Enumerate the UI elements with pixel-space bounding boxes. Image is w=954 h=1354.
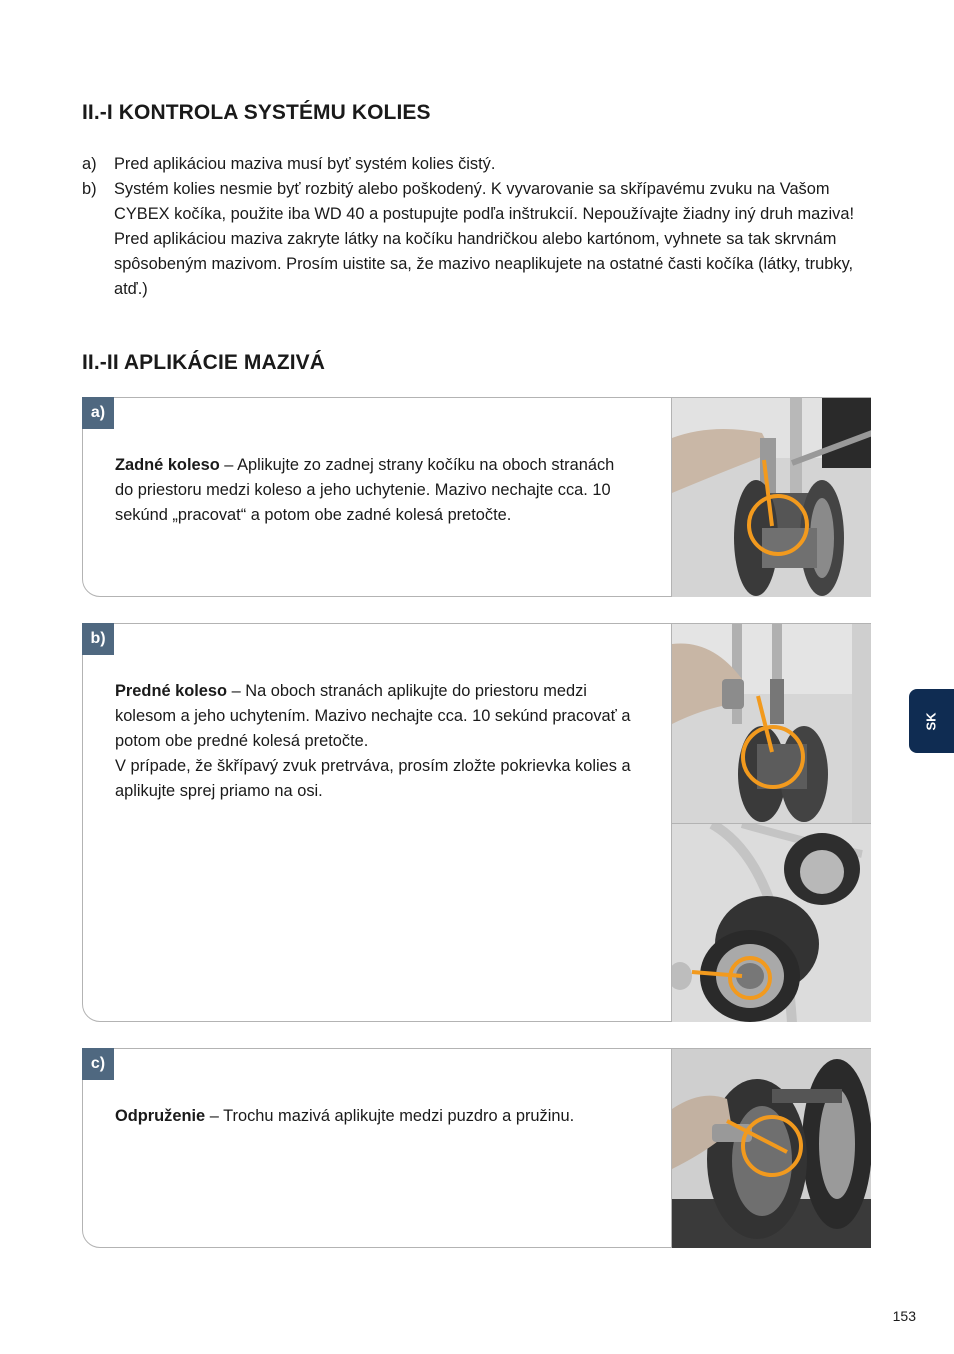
suspension-photo (671, 1049, 871, 1248)
step-text (115, 679, 635, 804)
front-wheel-photo (671, 624, 871, 823)
language-tab (909, 689, 954, 753)
step-note: V prípade, že škřípavý zvuk pretrváva, prosím zložte pokrievka kolies a aplikujte sprej priamo na osi. (115, 757, 631, 800)
list-item-text: Pred aplikáciou maziva musí byť systém kolies čistý. (114, 155, 496, 173)
step-text (115, 1104, 675, 1129)
step-description: – Na oboch stranách aplikujte do priestoru medzi kolesom a jeho uchytením. Mazivo nechajte cca. 10 sekúnd pracovať a potom obe predné kolesá pretočte. (115, 682, 631, 750)
wheel-axle-photo (671, 823, 871, 1022)
step-box-a (82, 397, 871, 597)
step-tag: a) (82, 397, 114, 429)
step-tag: c) (82, 1048, 114, 1080)
step-box-c (82, 1048, 871, 1248)
list-marker: b) (82, 180, 97, 198)
list-item-text: Systém kolies nesmie byť rozbitý alebo poškodený. K vyvarovanie sa skřípavému zvuku na Vašom CYBEX kočíka, použite iba WD 40 a postupujte podľa inštrukcií. Nepoužívajte žiadny iný druh maziva! Pred aplikáciou maziva zakryte látky na kočíku handričkou alebo kartónom, vyhnete sa tak skrvnám spôsobeným mazivom. Prosím uistite sa, že mazivo neaplikujete na ostatné časti kočíka (látky, trubky, atď.) (114, 180, 855, 298)
page-number: 153 (892, 1308, 916, 1324)
list-item (82, 177, 882, 302)
language-code: SK (924, 711, 939, 731)
intro-list (82, 152, 882, 302)
step-heading: Predné koleso (115, 682, 228, 700)
step-box-b (82, 623, 871, 1022)
step-heading: Zadné koleso (115, 456, 220, 474)
step-text (115, 453, 635, 528)
step-heading: Odpruženie (115, 1107, 206, 1125)
list-item (82, 152, 882, 177)
section-title-kontrola: II.-I KONTROLA SYSTÉMU KOLIES (82, 101, 431, 124)
step-tag: b) (82, 623, 114, 655)
rear-wheel-photo (671, 398, 871, 597)
step-description: – Aplikujte zo zadnej strany kočíku na oboch stranách do priestoru medzi koleso a jeho uchytenie. Mazivo nechajte cca. 10 sekúnd „pracovat“ a potom obe zadné kolesá pretočte. (115, 456, 615, 524)
section-title-aplikacie: II.-II APLIKÁCIE MAZIVÁ (82, 351, 326, 374)
step-description: – Trochu mazivá aplikujte medzi puzdro a pružinu. (205, 1107, 575, 1125)
list-marker: a) (82, 155, 97, 173)
